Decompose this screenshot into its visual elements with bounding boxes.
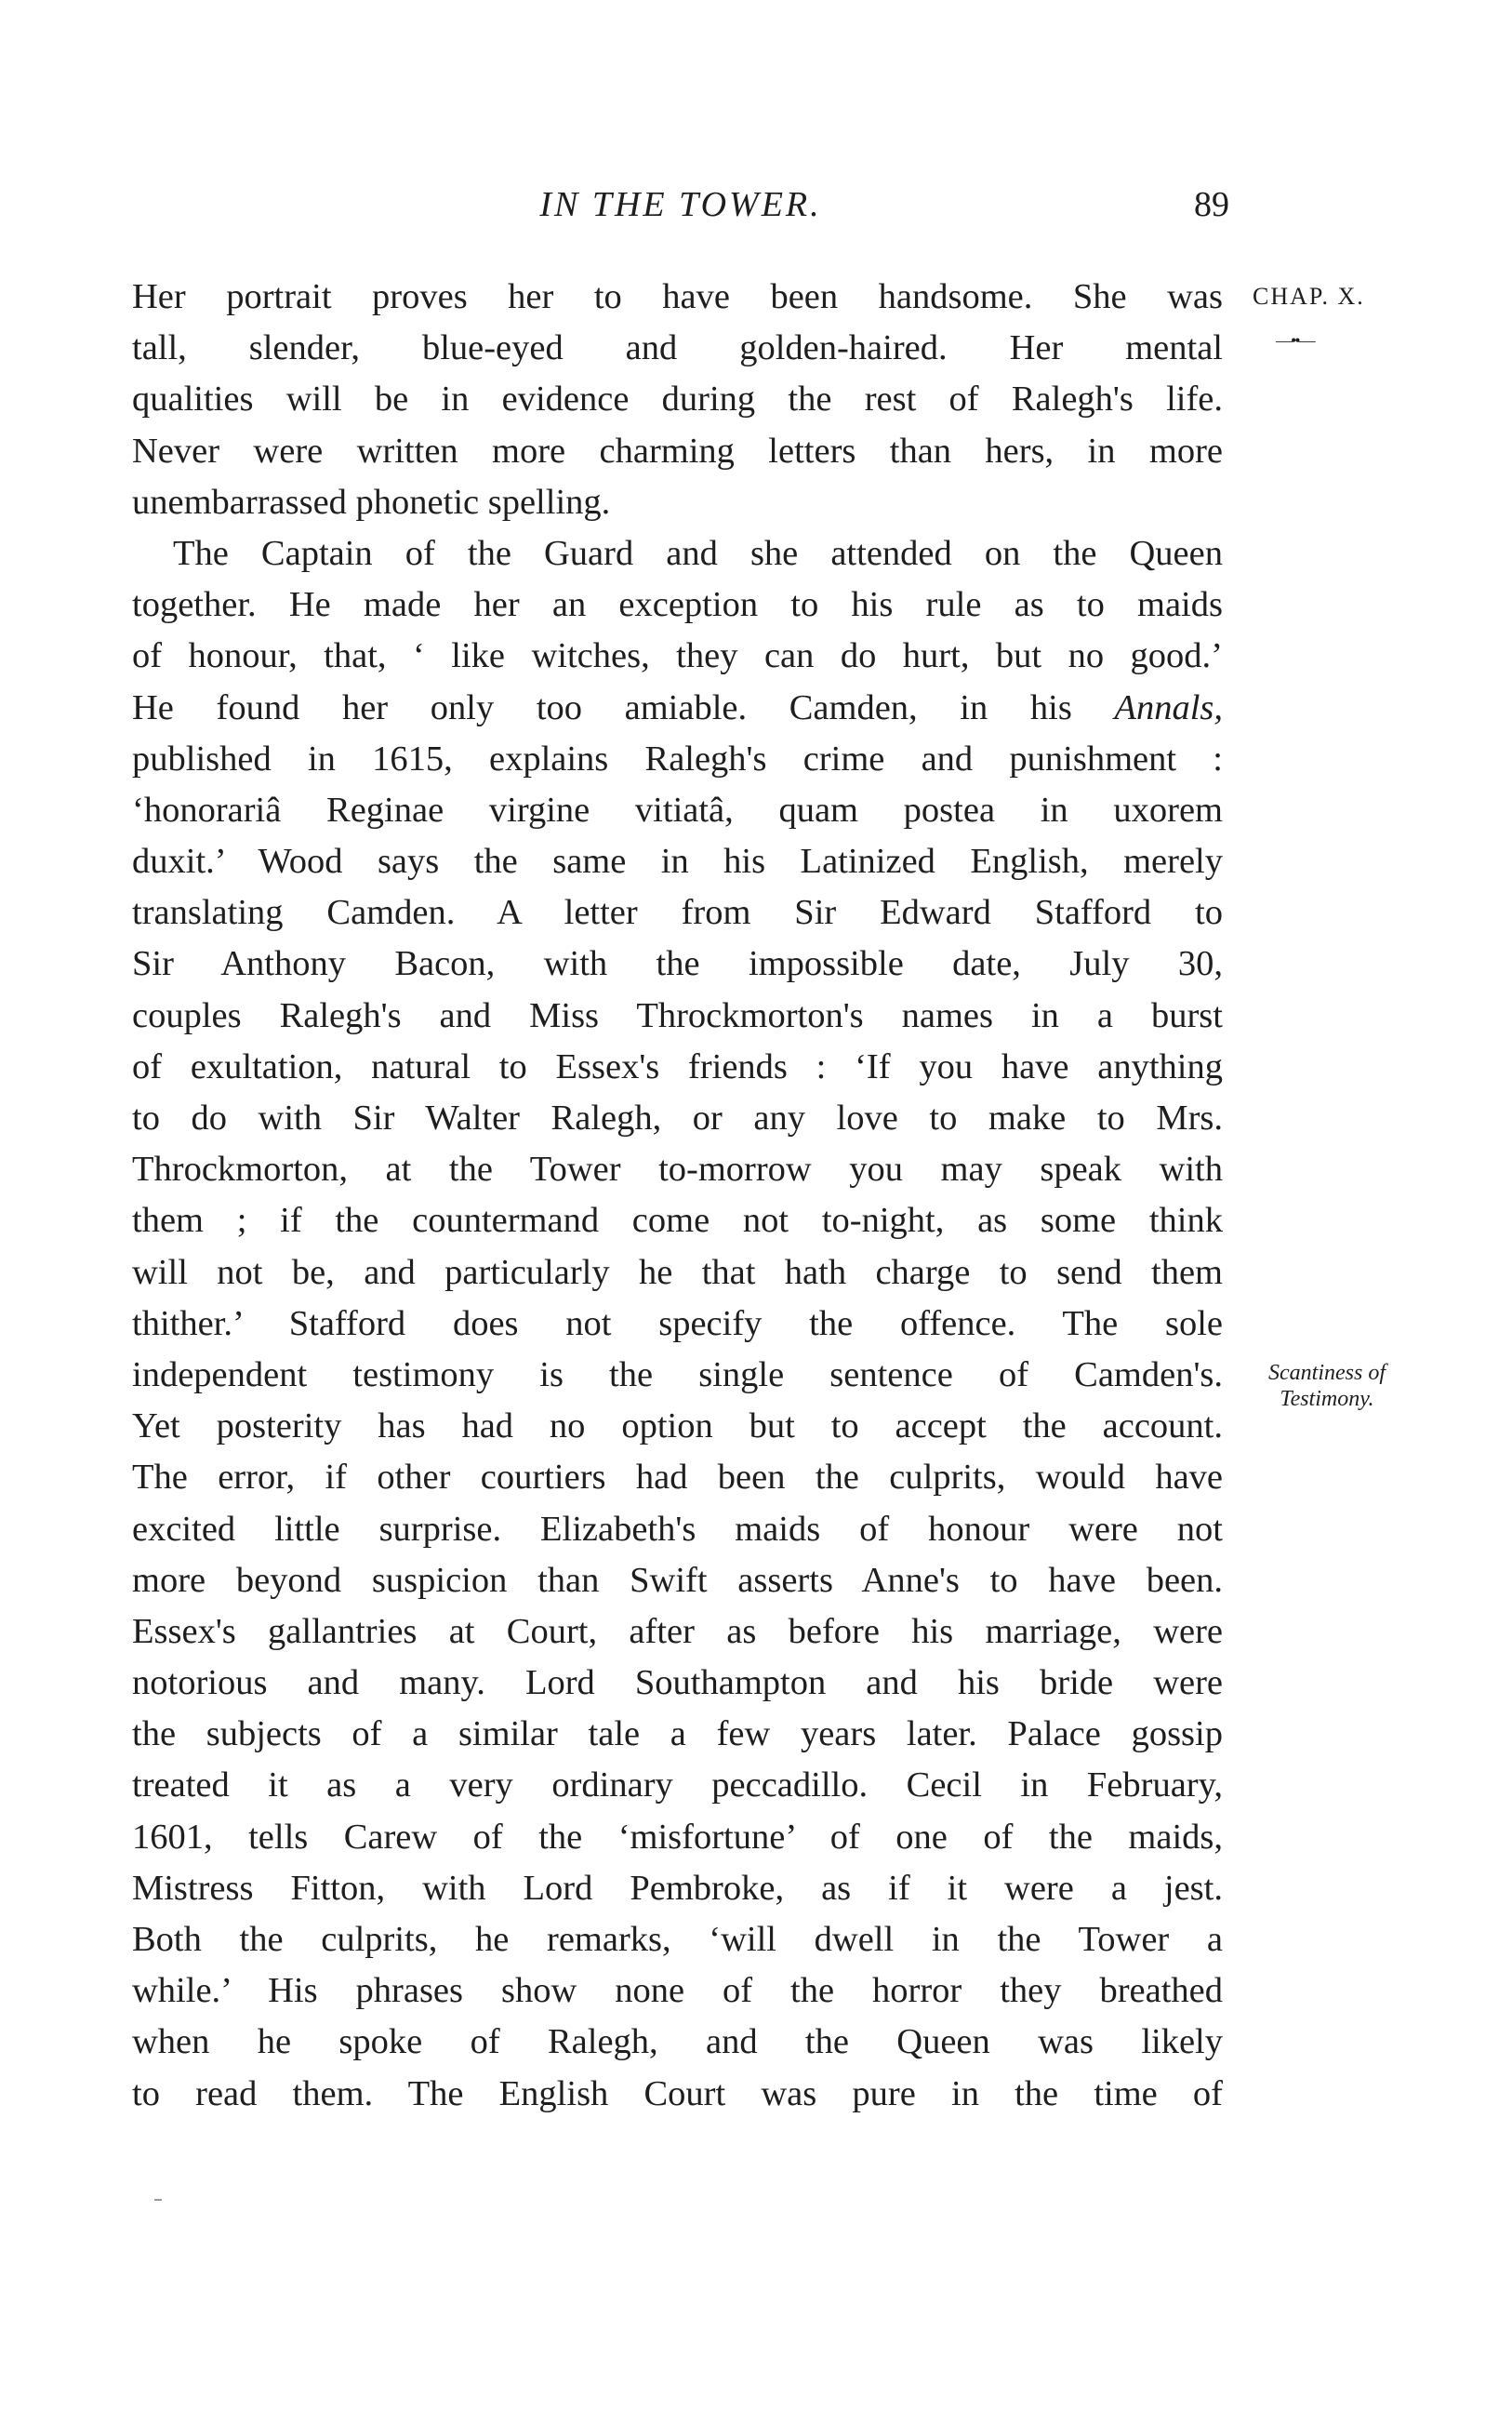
text-line xyxy=(132,683,1223,734)
text-line: couples Ralegh's and Miss Throckmorton's names in a burst xyxy=(132,995,1223,1035)
text-line: more beyond suspicion than Swift asserts Anne's to have been. xyxy=(132,1560,1223,1600)
text-line: notorious and many. Lord Southampton and his bride were xyxy=(132,1663,1223,1703)
text-line: together. He made her an exception to his rule as to maids xyxy=(132,585,1223,625)
ornament-rule: —••— xyxy=(1276,331,1314,350)
chapter-marker: CHAP. X. xyxy=(1253,283,1365,310)
text-line: Throckmorton, at the Tower to-morrow you may speak with xyxy=(132,1150,1223,1190)
page-header xyxy=(132,184,1229,236)
sidenote-line-2: Testimony. xyxy=(1280,1387,1374,1411)
text-line: Yet posterity has had no option but to accept the account. xyxy=(132,1406,1223,1446)
text-line: Mistress Fitton, with Lord Pembroke, as if it were a jest. xyxy=(132,1868,1223,1908)
text-line: treated it as a very ordinary peccadillo. Cecil in February, xyxy=(132,1765,1223,1805)
text-line: to read them. The English Court was pure in the time of xyxy=(132,2073,1223,2113)
text-line: of exultation, natural to Essex's friends : ‘If you have anything xyxy=(132,1046,1223,1086)
text-line: duxit.’ Wood says the same in his Latinized English, merely xyxy=(132,842,1223,882)
text-line: Never were written more charming letters than hers, in more xyxy=(132,431,1223,471)
text-line: the subjects of a similar tale a few years later. Palace gossip xyxy=(132,1714,1223,1754)
running-head: IN THE TOWER. xyxy=(539,185,822,224)
text-line: to do with Sir Walter Ralegh, or any love to make to Mrs. xyxy=(132,1099,1223,1138)
text-line: excited little surprise. Elizabeth's maids of honour were not xyxy=(132,1509,1223,1549)
italic-title: Annals, xyxy=(1114,687,1223,727)
text-line: while.’ His phrases show none of the horror they breathed xyxy=(132,1971,1223,2011)
text-line: of honour, that, ‘ like witches, they can do hurt, but no good.’ xyxy=(132,636,1223,676)
text-line: translating Camden. A letter from Sir Edward Stafford to xyxy=(132,893,1223,933)
body-text xyxy=(132,272,1223,2120)
margin-sidenote xyxy=(1239,1360,1415,1412)
text-line: them ; if the countermand come not to-night, as some think xyxy=(132,1201,1223,1241)
text-line: Her portrait proves her to have been handsome. She was xyxy=(132,277,1223,316)
text-line: unembarrassed phonetic spelling. xyxy=(132,482,611,522)
text-line: ‘honorariâ Reginae virgine vitiatâ, quam postea in uxorem xyxy=(132,790,1223,830)
text-line: thither.’ Stafford does not specify the offence. The sole xyxy=(132,1303,1223,1343)
text-line: Sir Anthony Bacon, with the impossible date, July 30, xyxy=(132,944,1223,984)
text-line: published in 1615, explains Ralegh's crime and punishment : xyxy=(132,739,1223,779)
text-line: The Captain of the Guard and she attended on the Queen xyxy=(173,533,1223,573)
text-line: qualities will be in evidence during the rest of Ralegh's life. xyxy=(132,380,1223,420)
text-line: The error, if other courtiers had been the culprits, would have xyxy=(132,1458,1223,1498)
text-line: will not be, and particularly he that hath charge to send them xyxy=(132,1252,1223,1292)
sidenote-line-1: Scantiness of xyxy=(1268,1361,1386,1385)
page-number: 89 xyxy=(1194,185,1229,224)
text-line: 1601, tells Carew of the ‘misfortune’ of one of the maids, xyxy=(132,1817,1223,1857)
text-line: when he spoke of Ralegh, and the Queen was likely xyxy=(132,2022,1223,2062)
text-line: independent testimony is the single sentence of Camden's. xyxy=(132,1354,1223,1394)
text-span: He found her only too amiable. Camden, in his xyxy=(132,687,1115,727)
text-line: Essex's gallantries at Court, after as before his marriage, were xyxy=(132,1611,1223,1651)
text-line: Both the culprits, he remarks, ‘will dwell in the Tower a xyxy=(132,1920,1223,1959)
scan-speck xyxy=(154,2199,162,2201)
text-line: tall, slender, blue-eyed and golden-haired. Her mental xyxy=(132,328,1223,368)
